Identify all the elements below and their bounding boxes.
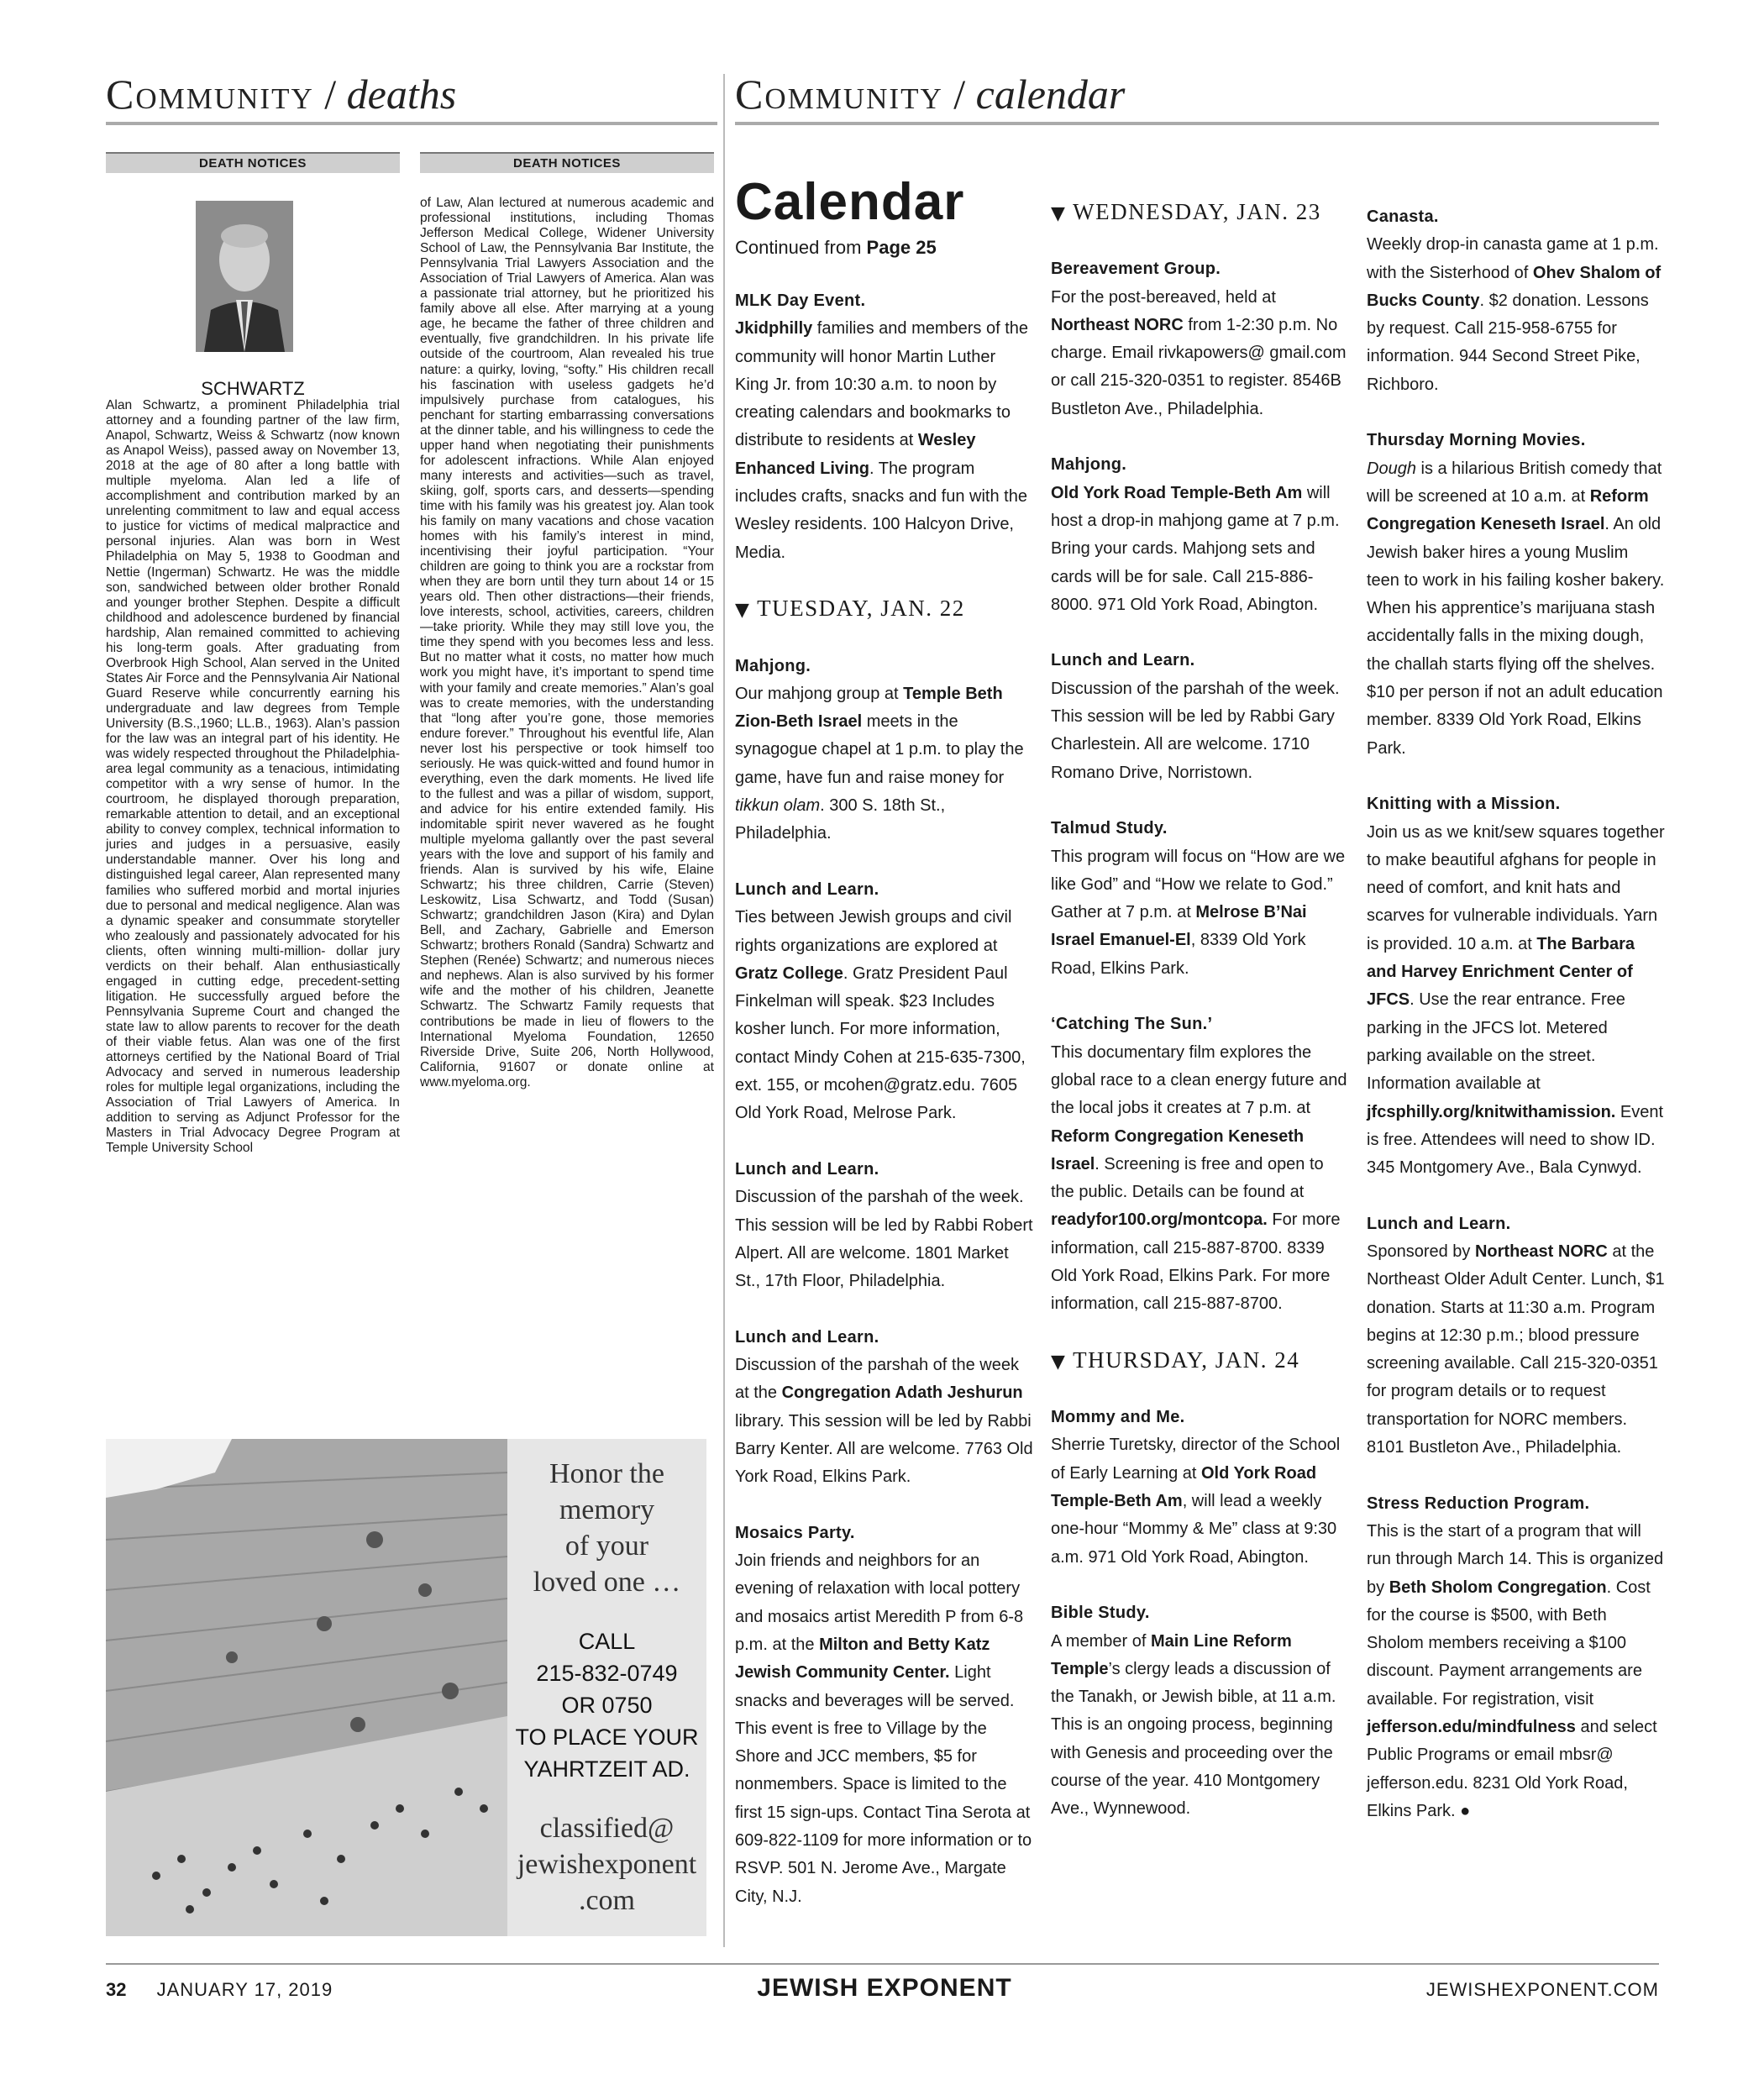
calendar-column-3 — [1367, 203, 1665, 1854]
death-notices-bar: DEATH NOTICES — [420, 152, 714, 173]
ad-line: Honor the — [549, 1458, 664, 1489]
calendar-continued: Continued from Page 25 — [735, 237, 937, 258]
ad-line: loved one … — [533, 1567, 681, 1598]
calendar-event: Bible Study. A member of Main Line Reform Temple’s clergy leads a discussion of the Tanakh, or Jewish bible, at 11 a.m. This is an ongoing process, beginning with Genesis and proceeding over the course of the year. 410 Montgomery Ave., Wynnewood. — [1051, 1599, 1349, 1823]
continued-page: Page 25 — [866, 237, 937, 258]
obituary-portrait — [196, 201, 293, 352]
day-heading: ▼ TUESDAY, JAN. 22 — [735, 596, 965, 622]
section-title: Community — [106, 71, 314, 118]
triangle-down-icon: ▼ — [1051, 1351, 1067, 1373]
column-divider — [723, 74, 725, 1947]
event-title: Lunch and Learn. — [735, 879, 879, 899]
issue-date: JANUARY 17, 2019 — [156, 1979, 333, 2000]
calendar-event: MLK Day Event. Jkidphilly families and members of the community will honor Martin Luther King Jr. from 10:30 a.m. to noon by creating calendars and bookmarks to distribute to residents at Wesley Enhanced Living. The program includes crafts, snacks and fun with the Wesley residents. 100 Halcyon Drive, Media. — [735, 287, 1033, 567]
ad-email-line: .com — [578, 1885, 636, 1916]
footer-left — [106, 1979, 333, 2001]
ad-line: memory — [559, 1494, 655, 1525]
ad-call-line: OR 0750 — [561, 1693, 653, 1718]
calendar-event: Knitting with a Mission. Join us as we knit/sew squares together to make beautiful afghans for people in need of comfort, and knit hats and scarves for vulnerable individuals. Yarn is provided. 10 a.m. at The Barbara and Harvey Enrichment Center of JFCS. Use the rear entrance. Free parking in the JFCS lot. Metered parking available on the street. Information available at jfcsphilly.org/knitwithamission. Event is free. Attendees will need to show ID. 345 Montgomery Ave., Bala Cynwyd. — [1367, 790, 1665, 1182]
obituary-name: SCHWARTZ — [201, 378, 305, 399]
obituary-text: Alan Schwartz, a prominent Philadelphia trial attorney and a founding partner of the law firm, Anapol, Schwartz, Weiss & Schwartz (now known as Anapol Weiss), passed away on November 13, 2018 at the age of 80 after a long battle with multiple myeloma. Alan led a life of accomplishment and contribution marked by an unrelenting commitment to law and equal access to justice for victims of medical malpractice and personal injuries. Alan was born in West Philadelphia on May 5, 1938 to Goodman and Nettie (Ingerman) Schwartz. He was the middle son, sandwiched between older brother Ronald and younger brother Stephen. Despite a difficult childhood and adolescence burdened by financial hardship, Alan remained committed to achieving his long-term goals. After graduating from Overbrook High School, Alan served in the United States Air Force and the Pennsylvania Air National Guard Reserve while concurrently earning his undergraduate and law degrees from Temple University (B.S.,1960; LL.B., 1963). Alan’s passion for the law was an integral part of his identity. He was widely respected throughout the Philadelphia-area legal community as a tenacious, intimidating competitor with a wry sense of humor. In the courtroom, he displayed thorough preparation, remarkable attention to detail, and an exceptional ability to convey complex, technical information to juries and judges in a persuasive, easily understandable manner. Over his long and distinguished legal career, Alan represented many families who suffered morbid and mortal injuries due to personal and medical negligence. Alan was a dynamic speaker and consummate storyteller who zealously and passionately advocated for his clients, often winning multi-million- dollar jury verdicts on their behalf. Alan enthusiastically engaged in cutting edge, precedent-setting litigation. He successfully argued before the Pennsylvania Supreme Court and changed the state law to allow parents to recover for the death of their viable fetus. Alan was one of the first attorneys certified by the National Board of Trial Advocacy and served in numerous leadership roles for multiple legal organizations, including the Association of Trial Lawyers of America. In addition to serving as Adjunct Professor for the Masters in Trial Advocacy Degree Program at Temple University School — [106, 398, 400, 1156]
ad-line: of your — [564, 1530, 649, 1562]
event-title: Lunch and Learn. — [735, 1327, 879, 1347]
ad-call-line: YAHRTZEIT AD. — [523, 1756, 690, 1782]
section-header-calendar: Community / calendar — [735, 71, 1126, 118]
event-title: MLK Day Event. — [735, 291, 866, 310]
calendar-event: Lunch and Learn. Ties between Jewish groups and civil rights organizations are explored at Gratz College. Gratz President Paul Finkelman will speak. $23 Includes kosher lunch. For more information, contact Mindy Cohen at 215-635-7300, ext. 155, or mcohen@gratz.edu. 7605 Old York Road, Melrose Park. — [735, 876, 1033, 1128]
calendar-event: Mosaics Party. Join friends and neighbors for an evening of relaxation with local pottery and mosaics artist Meredith P from 6-8 p.m. at the Milton and Betty Katz Jewish Community Center. Light snacks and beverages will be served. This event is free to Village by the Shore and JCC members, $5 for nonmembers. Space is limited to the first 15 sign-ups. Contact Tina Serota at 609-822-1109 for more information or to RSVP. 501 N. Jerome Ave., Margate City, N.J. — [735, 1520, 1033, 1911]
event-title: Thursday Morning Movies. — [1367, 431, 1586, 450]
website: JEWISHEXPONENT.COM — [1425, 1979, 1659, 2000]
portrait-image — [196, 201, 293, 352]
ad-phone: 215-832-0749 — [536, 1661, 678, 1686]
calendar-event: Mahjong. Our mahjong group at Temple Beth Zion-Beth Israel meets in the synagogue chapel at 1 p.m. to play the game, have fun and raise money for tikkun olam. 300 S. 18th St., Philadelphia. — [735, 653, 1033, 848]
calendar-event: Bereavement Group. For the post-bereaved, held at Northeast NORC from 1-2:30 p.m. No charge. Email rivkapowers@ gmail.com or call 215-320-0351 to register. 8546B Bustleton Ave., Philadelphia. — [1051, 255, 1349, 423]
event-title: Bible Study. — [1051, 1604, 1150, 1623]
ad-email-line: jewishexponent — [517, 1849, 697, 1880]
calendar-event: Stress Reduction Program. This is the start of a program that will run through March 14. This is organized by Beth Sholom Congregation. Cost for the course is $500, with Beth Sholom members receiving a $100 discount. Payment arrangements are available. For registration, visit jefferson.edu/mindfulness and select Public Programs or email mbsr@ jefferson.edu. 8231 Old York Road, Elkins Park. ● — [1367, 1490, 1665, 1826]
event-title: Lunch and Learn. — [735, 1159, 879, 1179]
event-title: Canasta. — [1367, 207, 1439, 226]
death-notices-bar: DEATH NOTICES — [106, 152, 400, 173]
day-heading: ▼ THURSDAY, JAN. 24 — [1051, 1347, 1300, 1373]
calendar-column-1 — [735, 287, 1033, 1939]
calendar-event: Lunch and Learn. Discussion of the parshah of the week. This session will be led by Rabbi Robert Alpert. All are welcome. 1801 Market St., 17th Floor, Philadelphia. — [735, 1156, 1033, 1295]
section-subtitle: calendar — [975, 71, 1126, 118]
wall-image — [106, 1439, 507, 1936]
calendar-event: Canasta. Weekly drop-in canasta game at 1 p.m. with the Sisterhood of Ohev Shalom of Bucks County. $2 donation. Lessons by request. Call 215-958-6755 for information. 944 Second Street Pike, Richboro. — [1367, 203, 1665, 399]
calendar-column-2 — [1051, 198, 1349, 1851]
obituary-text: of Law, Alan lectured at numerous academic and professional institutions, including Thomas Jefferson Medical College, Widener University School of Law, the Pennsylvania Bar Institute, the Pennsylvania Trial Lawyers Association and the Association of Trial Lawyers of America. Alan was a passionate trial attorney, but he prioritized his family above all else. After marrying at a young age, he became the father of three children and eventually, five grandchildren. In his private life outside of the courtroom, Alan revealed his true nature: a quirky, loving, “softy.” His children recall his fascination with useless gadgets he’d impulsively purchase from catalogues, his penchant for starting embarrassing conversations at the dinner table, and his willingness to cede the upper hand when negotiating their punishments for adolescent infractions. While Alan enjoyed many interests and activities—such as travel, skiing, golf, sports cars, and desserts—spending time with his family was his greatest joy. Alan took his family on many vacations and chose vacation homes with his family’s interest in mind, incentivising their joyful participation. “Your children are going to think you are a rockstar from when they are born until they turn about 14 or 15 years old. Then other distractions—their friends, love interests, school, activities, careers, children—take priority. While they may still love you, the time they spend with you becomes less and less. But no matter what it costs, no matter how much work you might have, it’s important to spend time with your family and create memories.” Alan’s goal was to create memories, with the understanding that “long after you’re gone, those memories endure forever.” Throughout his eventful life, Alan never lost his perspective or took himself too seriously. He was quick-witted and found humor in everything, even the dark moments. He lived life to the fullest and was a pillar of wisdom, support, and advice for his entire extended family. His indomitable spirit never wavered as he fought multiple myeloma gallantly over the past several years with the love and support of his family and friends. Alan is survived by his wife, Elaine Schwartz; his three children, Carrie (Steven) Leskowitz, Lisa Schwartz, and Todd (Susan) Schwartz; grandchildren Jason (Kira) and Dylan Bell, and Zachary, Gabrielle and Emerson Schwartz; brothers Ronald (Sandra) Schwartz and Stephen (Renée) Schwartz; and numerous nieces and nephews. Alan is also survived by his former wife and the mother of his children, Jeanette Schwartz. The Schwartz Family requests that contributions be made in lieu of flowers to the International Myeloma Foundation, 12650 Riverside Drive, Suite 206, North Hollywood, California, 91607 or donate online at www.myeloma.org. — [420, 196, 714, 1089]
ad-call-line: TO PLACE YOUR — [515, 1725, 699, 1750]
calendar-event: Mommy and Me. Sherrie Turetsky, director of the School of Early Learning at Old York Road Temple-Beth Am, will lead a weekly one-hour “Mommy & Me” class at 9:30 a.m. 971 Old York Road, Abington. — [1051, 1404, 1349, 1572]
calendar-event: Lunch and Learn. Sponsored by Northeast NORC at the Northeast Older Adult Center. Lunch, $1 donation. Starts at 11:30 a.m. Program begins at 12:30 p.m.; blood pressure screening available. Call 215-320-0351 for program details or to request transportation for NORC members. 8101 Bustleton Ave., Philadelphia. — [1367, 1210, 1665, 1462]
event-title: Lunch and Learn. — [1051, 651, 1195, 670]
event-title: Bereavement Group. — [1051, 260, 1221, 279]
calendar-title: Calendar — [735, 173, 965, 231]
section-title: Community — [735, 71, 943, 118]
event-title: Mommy and Me. — [1051, 1408, 1185, 1427]
yahrtzeit-ad — [106, 1439, 706, 1936]
ad-email-line: classified@ — [539, 1813, 675, 1844]
calendar-event: Lunch and Learn. Discussion of the parshah of the week at the Congregation Adath Jeshurun library. This session will be led by Rabbi Barry Kenter. All are welcome. 7763 Old York Road, Elkins Park. — [735, 1324, 1033, 1492]
event-title: Lunch and Learn. — [1367, 1214, 1511, 1233]
event-title: Talmud Study. — [1051, 819, 1168, 838]
event-title: ‘Catching The Sun.’ — [1051, 1015, 1213, 1034]
ad-call-line: CALL — [578, 1629, 636, 1654]
header-rule — [735, 122, 1659, 125]
calendar-event: Lunch and Learn. Discussion of the parshah of the week. This session will be led by Rabbi Gary Charlestein. All are welcome. 1710 Romano Drive, Norristown. — [1051, 647, 1349, 786]
publication-name: JEWISH EXPONENT — [757, 1974, 1012, 2002]
event-title: Knitting with a Mission. — [1367, 795, 1561, 814]
calendar-event: ‘Catching The Sun.’ This documentary film explores the global race to a clean energy future and the local jobs it creates at 7 p.m. at Reform Congregation Keneseth Israel. Screening is free and open to the public. Details can be found at readyfor100.org/montcopa. For more information, call 215-887-8700. 8339 Old York Road, Elkins Park. For more information, call 215-887-8700. — [1051, 1011, 1349, 1318]
section-subtitle: deaths — [346, 71, 457, 118]
calendar-event: Thursday Morning Movies. Dough is a hilarious British comedy that will be screened at 10 a.m. at Reform Congregation Keneseth Israel. An old Jewish baker hires a young Muslim teen to work in his failing kosher bakery. When his apprentice’s marijuana stash accidentally falls in the mixing dough, the challah starts flying off the shelves. $10 per person if not an adult education member. 8339 Old York Road, Elkins Park. — [1367, 427, 1665, 763]
event-title: Mahjong. — [735, 656, 811, 675]
section-header-deaths: Community / deaths — [106, 71, 457, 118]
header-rule — [106, 122, 717, 125]
triangle-down-icon: ▼ — [1051, 203, 1067, 224]
western-wall-photo — [106, 1439, 507, 1936]
calendar-event: Talmud Study. This program will focus on “How are we like God” and “How we relate to God.” Gather at 7 p.m. at Melrose B’Nai Israel Emanuel-El, 8339 Old York Road, Elkins Park. — [1051, 815, 1349, 983]
triangle-down-icon: ▼ — [735, 600, 751, 622]
ad-copy — [507, 1439, 706, 1936]
event-title: Mosaics Party. — [735, 1523, 855, 1542]
event-title: Mahjong. — [1051, 455, 1127, 475]
event-title: Stress Reduction Program. — [1367, 1494, 1590, 1513]
day-heading: ▼ WEDNESDAY, JAN. 23 — [1051, 199, 1321, 224]
calendar-event: Mahjong. Old York Road Temple-Beth Am will host a drop-in mahjong game at 7 p.m. Bring your cards. Mahjong sets and cards will be for sale. Call 215-886-8000. 971 Old York Road, Abington. — [1051, 451, 1349, 619]
footer-rule — [106, 1963, 1659, 1965]
page-number: 32 — [106, 1979, 127, 2000]
end-mark-icon: ● — [1460, 1801, 1471, 1820]
